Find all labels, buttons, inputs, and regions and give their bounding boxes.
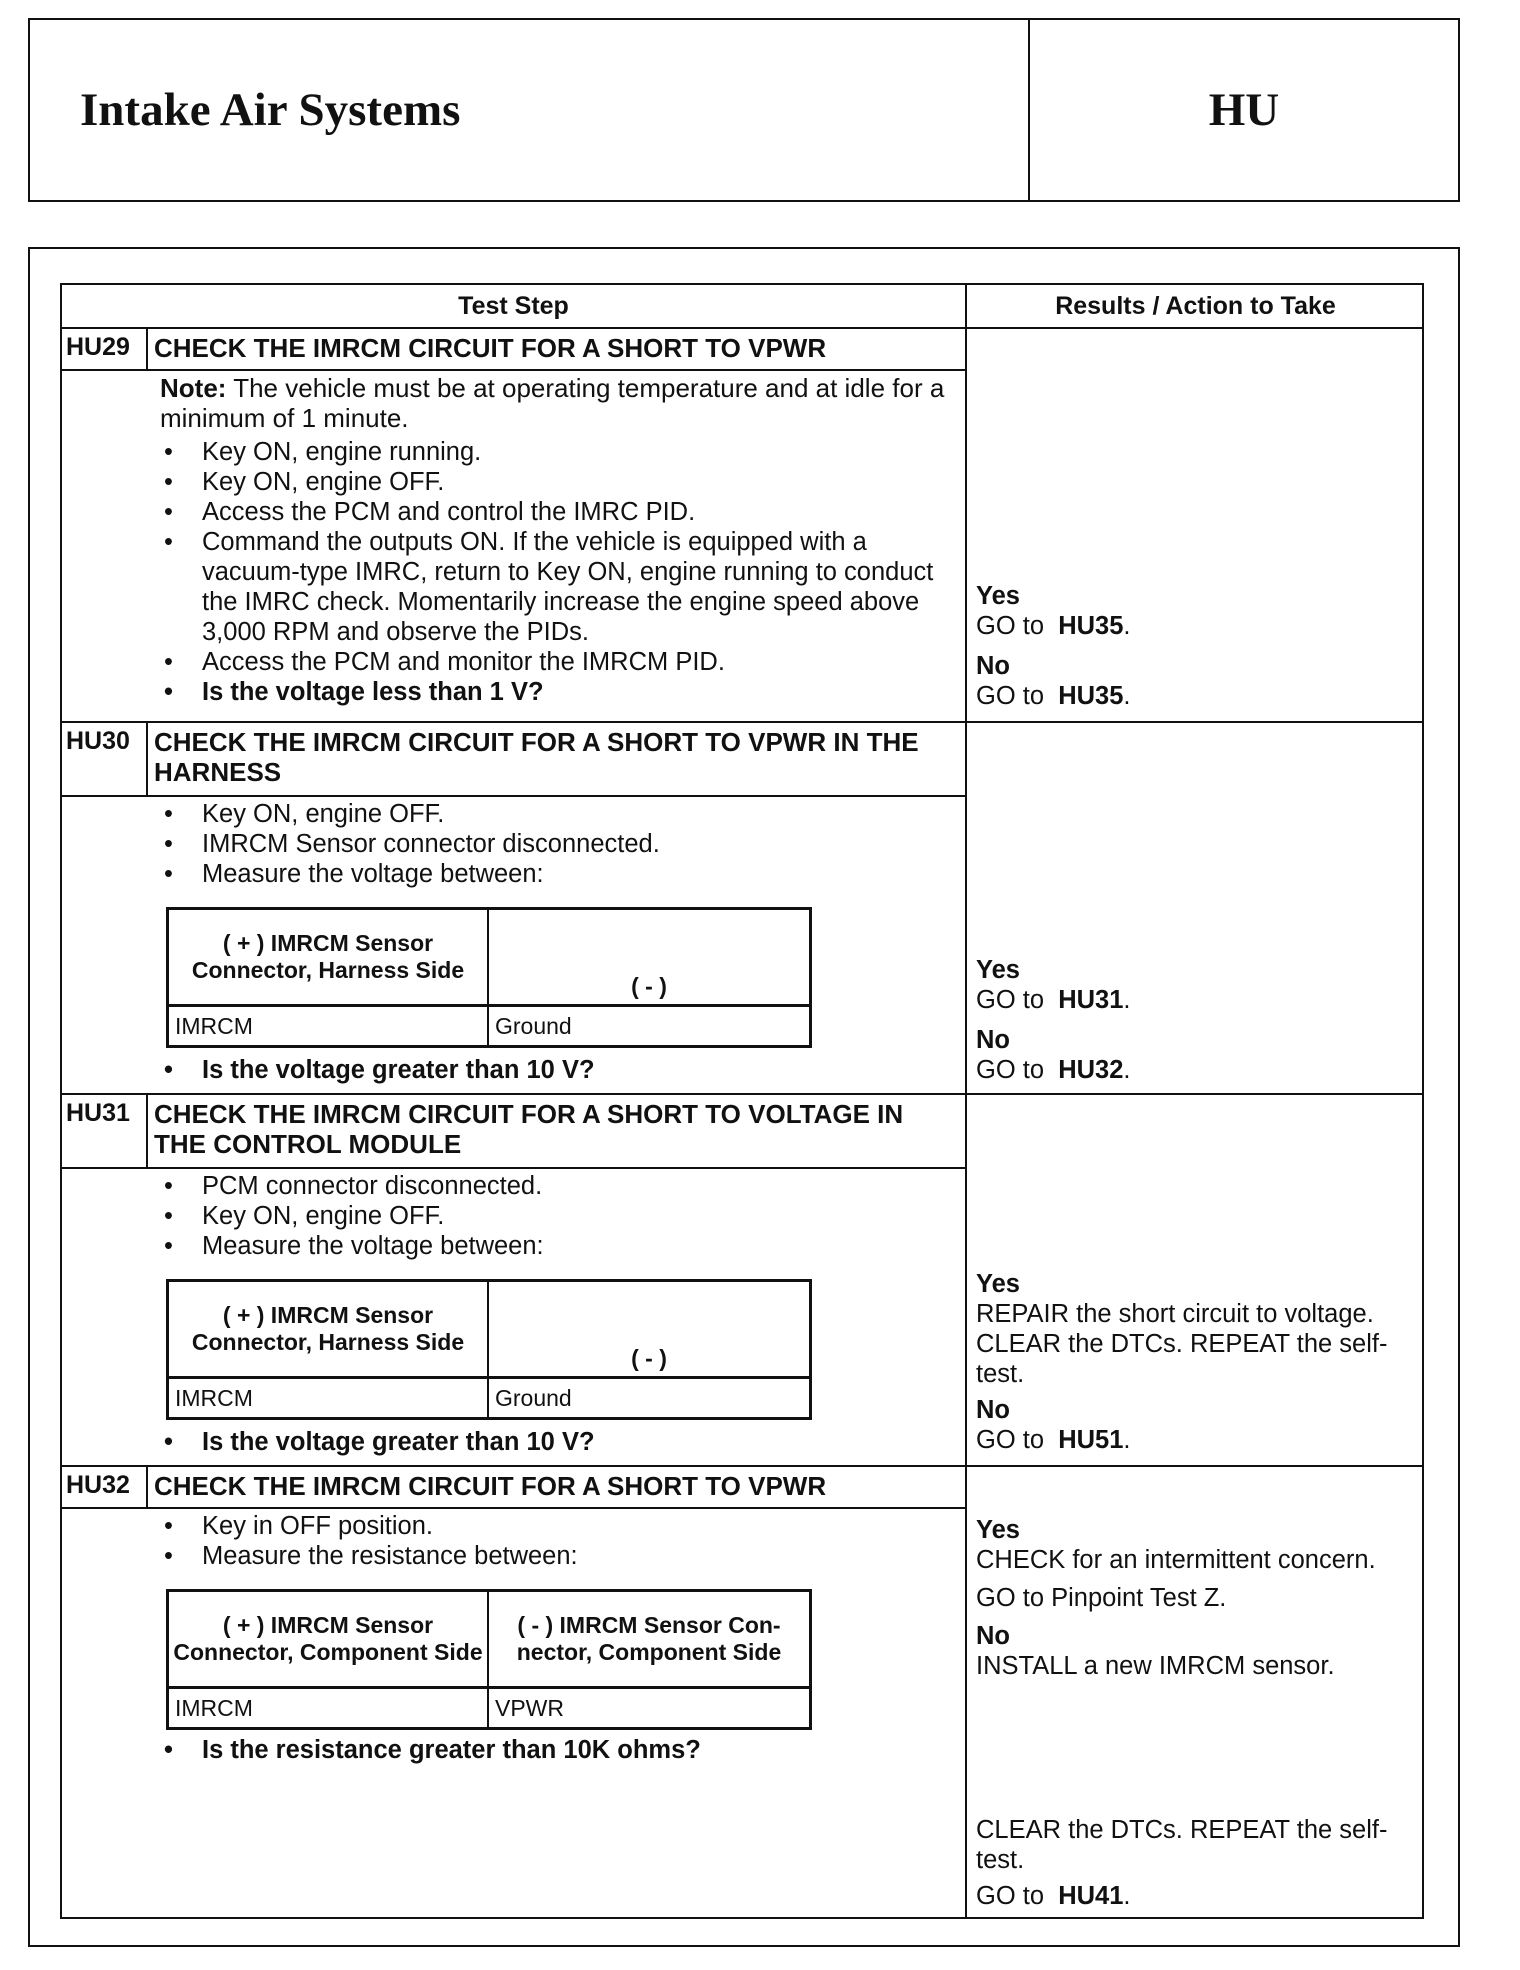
bullet-item: • IMRCM Sensor connector disconnected. [160, 829, 950, 859]
meas-header-positive: ( + ) IMRCM Sensor Connector, Harness Side [169, 910, 489, 1004]
step-title-rule [62, 1167, 965, 1169]
results-hu29 [976, 581, 1422, 711]
yes-action: GO to HU35. [976, 612, 1131, 640]
step-title-hu31: CHECK THE IMRCM CIRCUIT FOR A SHORT TO VOLTAGE IN THE CONTROL MODULE [154, 1099, 904, 1159]
step-question: • Is the voltage less than 1 V? [160, 677, 950, 707]
no-label: No [976, 652, 1010, 680]
bullet-item: • Key ON, engine running. [160, 437, 950, 467]
bullet-item: • Measure the voltage between: [160, 859, 950, 889]
step-title-hu30: CHECK THE IMRCM CIRCUIT FOR A SHORT TO VPWR IN THE HARNESS [154, 727, 919, 787]
no-label: No [976, 1396, 1010, 1424]
bullet-item: • Key ON, engine OFF. [160, 1201, 950, 1231]
results-hu31 [976, 1269, 1422, 1455]
meas-value-negative: Ground [495, 1384, 572, 1411]
goto-step-link[interactable]: HU31 [1058, 986, 1124, 1014]
column-header-test-step: Test Step [458, 291, 569, 320]
step-bullets-hu30 [160, 799, 950, 889]
step-id-hu29: HU29 [66, 333, 130, 361]
bullet-item: • Key ON, engine OFF. [160, 467, 950, 497]
no-label: No [976, 1026, 1010, 1054]
meas-value-positive: IMRCM [169, 1379, 489, 1417]
column-divider [965, 285, 967, 1917]
content-frame [28, 247, 1460, 1947]
meas-value-negative: VPWR [495, 1694, 564, 1721]
meas-header-negative: ( - ) [631, 1345, 667, 1371]
goto-step-link[interactable]: HU35 [1058, 612, 1124, 640]
step-bullets-hu29 [160, 437, 950, 707]
goto-label: GO to [976, 682, 1045, 710]
meas-header-positive: ( + ) IMRCM Sensor Connector, Harness Side [169, 1282, 489, 1376]
yes-label: Yes [976, 956, 1020, 984]
bullet-item: • Command the outputs ON. If the vehicle is equipped with a vacuum-type IMRC, return to Key ON, engine running to conduct the IMRC check. Momentarily increase the engine speed above 3,000 RPM and observe the PIDs. [160, 527, 950, 647]
goto-step-link[interactable]: HU41 [1058, 1882, 1124, 1910]
footer-goto: GO to HU41. [976, 1882, 1131, 1910]
meas-value-positive: IMRCM [169, 1007, 489, 1045]
section-code: HU [1208, 84, 1280, 136]
step-id-hu31: HU31 [66, 1099, 130, 1127]
measurement-table [166, 907, 812, 1048]
goto-label: GO to [976, 1882, 1045, 1910]
column-header-results: Results / Action to Take [1055, 291, 1336, 320]
bullet-item: • Key in OFF position. [160, 1511, 950, 1541]
step-question: • Is the voltage greater than 10 V? [160, 1427, 950, 1457]
bullet-item: • Measure the voltage between: [160, 1231, 950, 1261]
bullet-item: • Access the PCM and monitor the IMRCM PID. [160, 647, 950, 677]
step-question-hu32 [160, 1735, 950, 1765]
meas-header-positive: ( + ) IMRCM Sensor Connector, Component Side [169, 1592, 489, 1686]
id-divider [146, 1095, 148, 1167]
no-label: No [976, 1622, 1010, 1650]
bullet-item: • Access the PCM and control the IMRC PID. [160, 497, 950, 527]
page-title: Intake Air Systems [30, 20, 1030, 200]
note-label: Note: [160, 373, 227, 403]
id-divider [146, 723, 148, 795]
step-question-hu30 [160, 1055, 950, 1085]
no-action: GO to HU35. [976, 682, 1131, 710]
results-hu32 [976, 1515, 1422, 1681]
yes-action: CHECK for an intermittent concern. [976, 1546, 1376, 1574]
test-step-table [60, 283, 1424, 1919]
step-title-hu29: CHECK THE IMRCM CIRCUIT FOR A SHORT TO VPWR [154, 333, 827, 363]
goto-label: GO to [976, 1426, 1045, 1454]
step-title-rule [62, 369, 965, 371]
no-action: GO to HU51. [976, 1426, 1131, 1454]
meas-value-positive: IMRCM [169, 1689, 489, 1727]
goto-label: GO to [976, 986, 1045, 1014]
yes-action: GO to HU31. [976, 986, 1131, 1014]
bullet-item: • Key ON, engine OFF. [160, 799, 950, 829]
step-bullets-hu31 [160, 1171, 950, 1261]
page-header [28, 18, 1460, 202]
step-id-hu30: HU30 [66, 727, 130, 755]
step-id-hu32: HU32 [66, 1471, 130, 1499]
results-footer [976, 1815, 1422, 1911]
step-question: • Is the voltage greater than 10 V? [160, 1055, 950, 1085]
meas-header-negative: ( - ) IMRCM Sensor Con-nector, Component Side [516, 1612, 782, 1665]
step-question: • Is the resistance greater than 10K ohms? [160, 1735, 950, 1765]
yes-label: Yes [976, 582, 1020, 610]
measurement-table [166, 1589, 812, 1730]
header-rule [62, 327, 1424, 329]
goto-step-link[interactable]: HU51 [1058, 1426, 1124, 1454]
yes-label: Yes [976, 1270, 1020, 1298]
goto-step-link[interactable]: HU32 [1058, 1056, 1124, 1084]
step-separator [62, 1465, 1424, 1467]
bullet-item: • PCM connector disconnected. [160, 1171, 950, 1201]
step-separator [62, 721, 1424, 723]
no-action: INSTALL a new IMRCM sensor. [976, 1652, 1335, 1680]
meas-value-negative: Ground [495, 1012, 572, 1039]
pinpoint-link[interactable]: GO to Pinpoint Test Z. [976, 1584, 1227, 1612]
note-text: The vehicle must be at operating temperature and at idle for a minimum of 1 minute. [160, 373, 945, 433]
yes-action: REPAIR the short circuit to voltage. CLEAR the DTCs. REPEAT the self-test. [976, 1300, 1388, 1388]
yes-label: Yes [976, 1516, 1020, 1544]
bullet-item: • Measure the resistance between: [160, 1541, 950, 1571]
goto-step-link[interactable]: HU35 [1058, 682, 1124, 710]
goto-label: GO to [976, 1056, 1045, 1084]
meas-header-negative: ( - ) [631, 973, 667, 999]
step-bullets-hu32 [160, 1511, 950, 1571]
measurement-table [166, 1279, 812, 1420]
step-question-hu31 [160, 1427, 950, 1457]
step-separator [62, 1093, 1424, 1095]
id-divider [146, 1467, 148, 1507]
step-title-hu32: CHECK THE IMRCM CIRCUIT FOR A SHORT TO VPWR [154, 1471, 827, 1501]
step-title-rule [62, 1507, 965, 1509]
id-divider [146, 329, 148, 369]
goto-label: GO to [976, 612, 1045, 640]
no-action: GO to HU32. [976, 1056, 1131, 1084]
results-hu30 [976, 955, 1422, 1085]
step-title-rule [62, 795, 965, 797]
footer-action: CLEAR the DTCs. REPEAT the self-test. [976, 1816, 1388, 1874]
step-note-hu29 [160, 373, 950, 433]
